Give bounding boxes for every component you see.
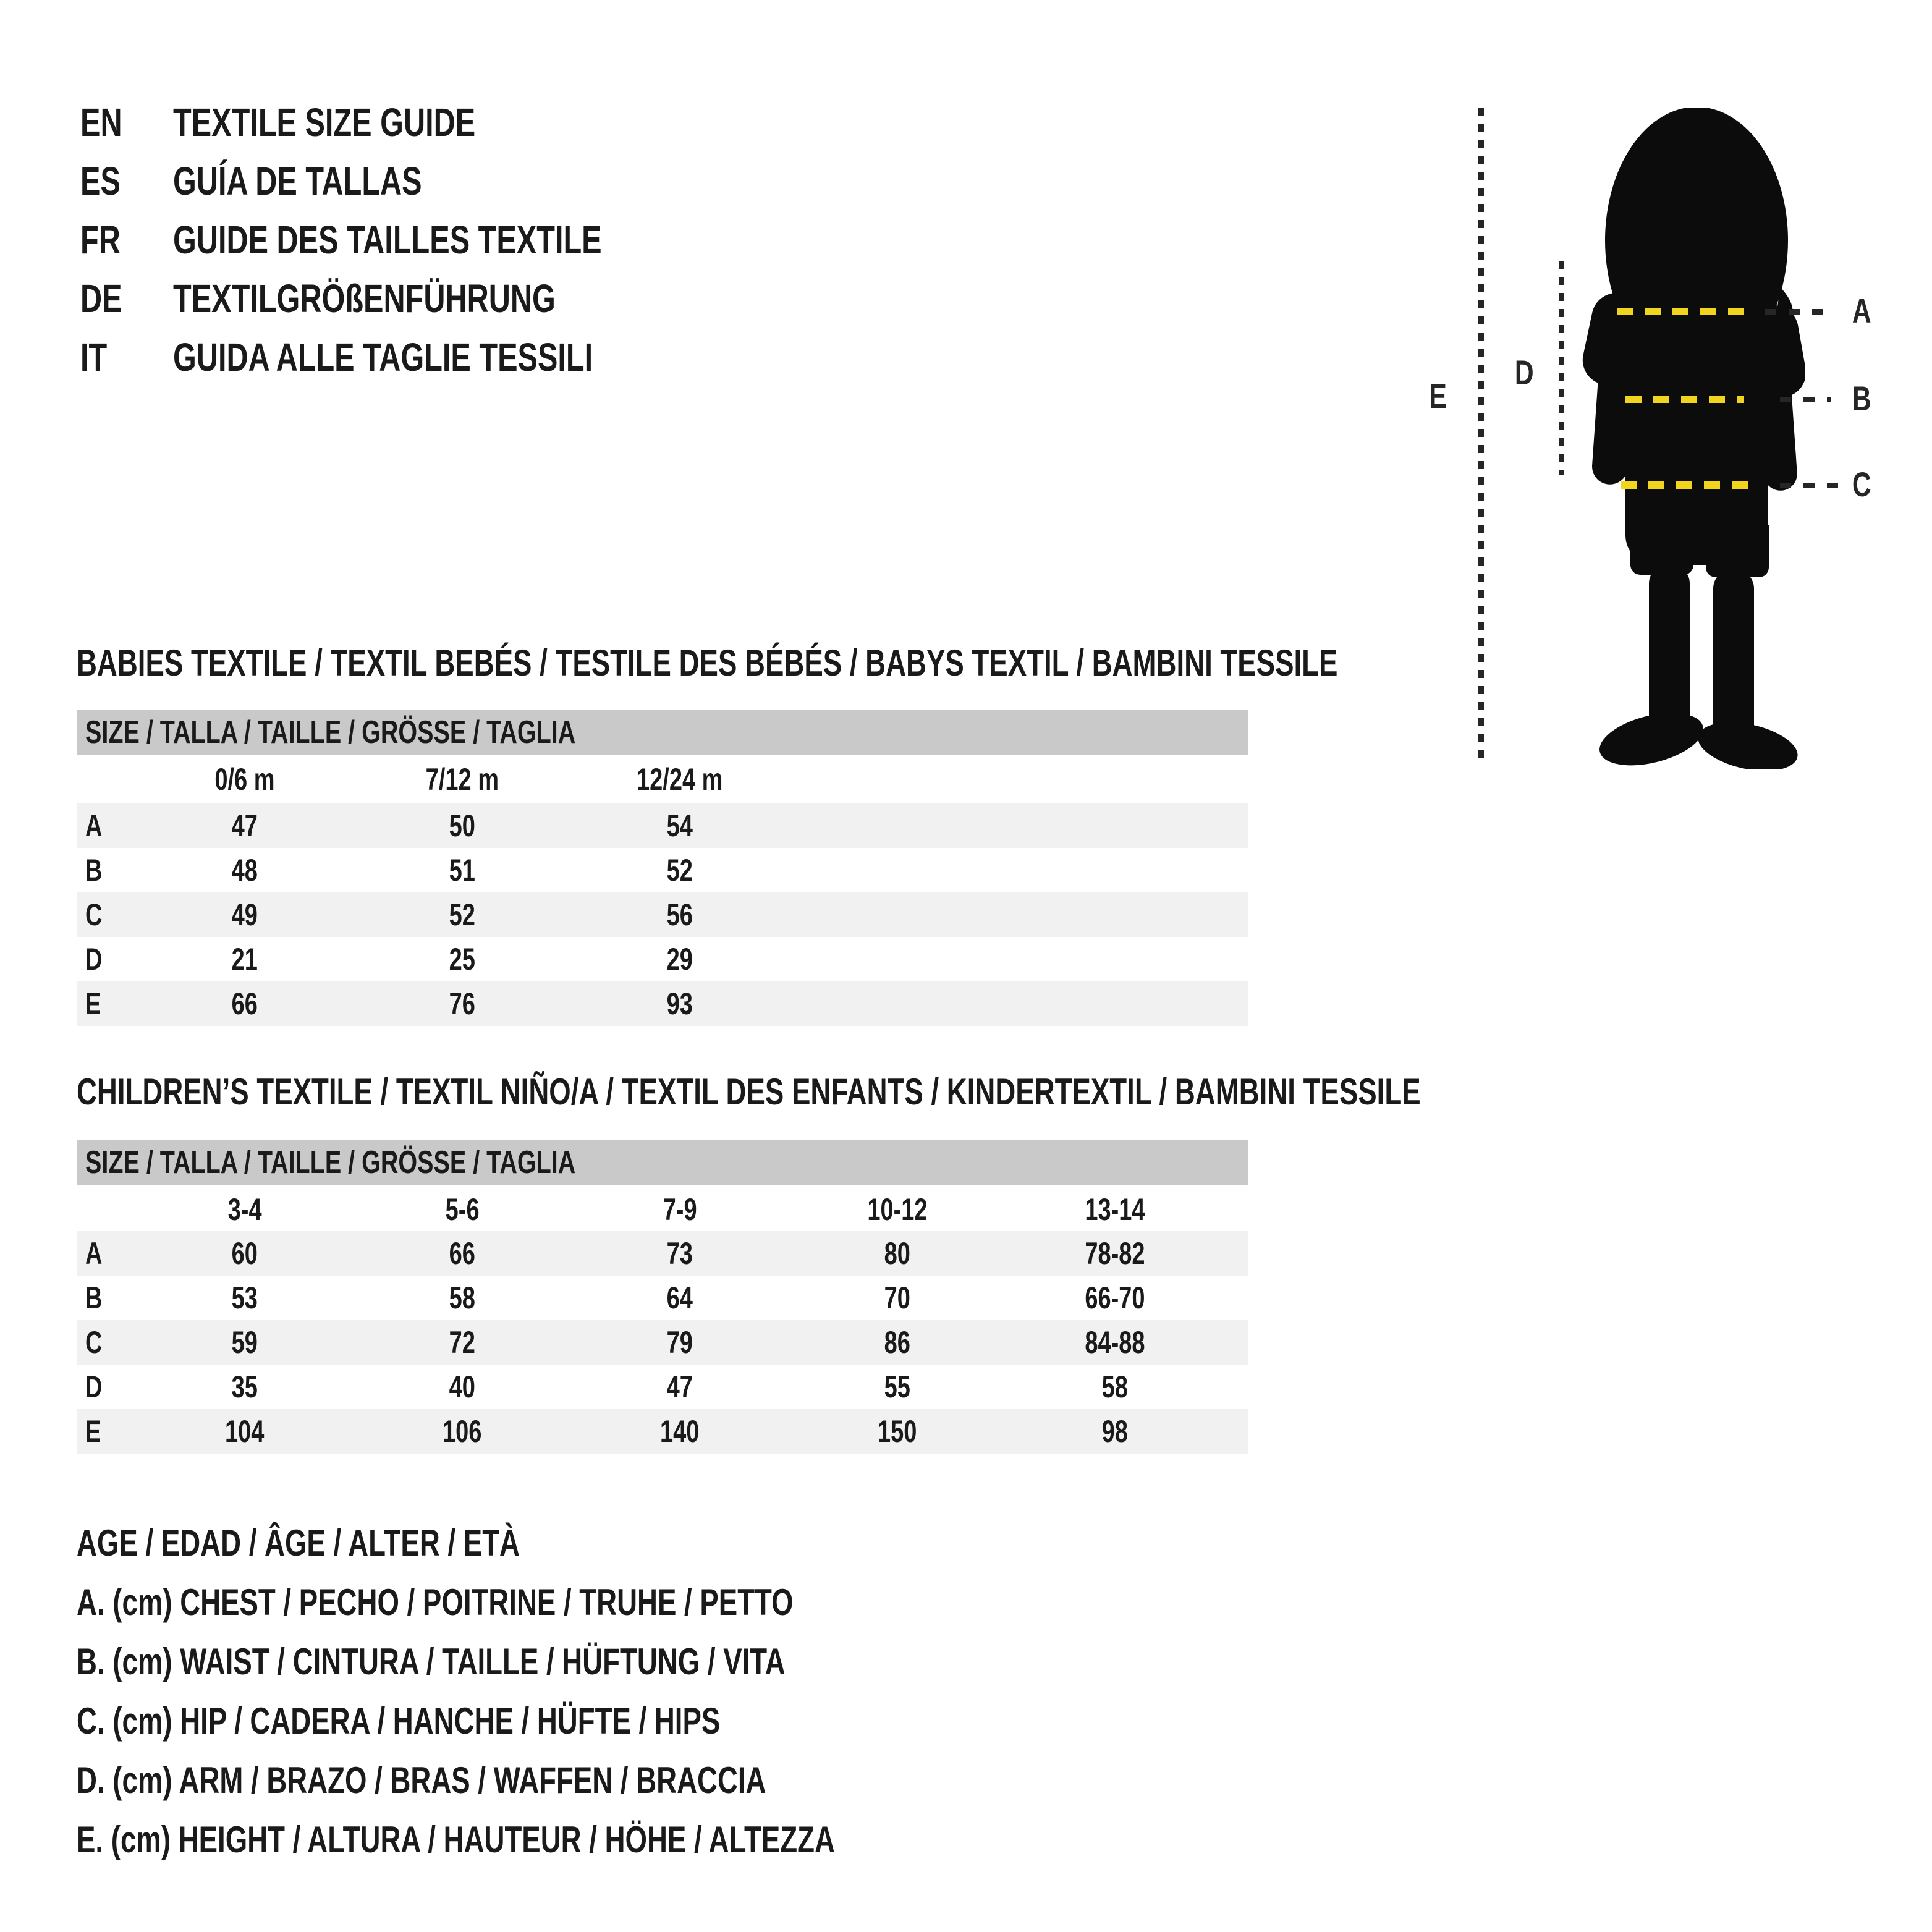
hip-line-yellow-dashes xyxy=(1621,481,1755,489)
column-header xyxy=(136,761,354,797)
table-cell xyxy=(354,986,571,1022)
table-cell-text: 72 xyxy=(449,1325,476,1360)
table-cell xyxy=(136,897,354,933)
table-cell xyxy=(136,852,354,888)
language-title-block xyxy=(80,93,737,386)
table-cell-text: 76 xyxy=(449,986,476,1021)
row-label-text: B xyxy=(85,1281,103,1315)
language-code xyxy=(80,276,173,321)
row-label xyxy=(77,1413,136,1449)
table-cell xyxy=(354,852,571,888)
table-cell-text: 54 xyxy=(666,808,693,843)
row-label xyxy=(77,1235,136,1271)
table-cell-text: 50 xyxy=(449,808,476,843)
table-cell-text: 140 xyxy=(660,1414,700,1449)
table-cell xyxy=(136,1413,354,1449)
table-cell xyxy=(354,1235,571,1271)
table-cell-text: 47 xyxy=(666,1370,693,1404)
table-cell-text: 40 xyxy=(449,1370,476,1404)
table-cell-text: 25 xyxy=(449,942,476,977)
table-cell-text: 52 xyxy=(449,897,476,932)
row-label xyxy=(77,897,136,933)
language-code-text: EN xyxy=(80,100,122,145)
column-header xyxy=(789,1192,1006,1227)
row-label-text: A xyxy=(85,1236,103,1271)
table-cell xyxy=(354,941,571,977)
measure-label-b: B xyxy=(1852,379,1871,418)
row-label-text: A xyxy=(85,808,103,843)
language-code xyxy=(80,100,173,145)
table-cell xyxy=(136,1280,354,1316)
column-header xyxy=(1006,1192,1224,1227)
column-header-text: 0/6 m xyxy=(214,762,275,797)
column-header-text: 7/12 m xyxy=(425,762,499,797)
language-title xyxy=(173,276,676,321)
table-cell xyxy=(789,1324,1006,1360)
table-cell xyxy=(1006,1324,1224,1360)
row-label-text: D xyxy=(85,1370,103,1404)
row-label xyxy=(77,941,136,977)
table-row xyxy=(77,892,1248,937)
table-cell xyxy=(136,986,354,1022)
language-title-text: GUÍA DE TALLAS xyxy=(173,158,422,203)
table-cell xyxy=(789,1369,1006,1405)
table-cell xyxy=(354,1280,571,1316)
table-cell-text: 86 xyxy=(884,1325,911,1360)
table-cell xyxy=(571,897,789,933)
silhouette-shorts-right xyxy=(1706,525,1769,577)
table-cell-text: 66 xyxy=(231,986,258,1021)
legend-line-text: E. (cm) HEIGHT / ALTURA / HAUTEUR / HÖHE / ALTEZZA xyxy=(77,1818,835,1860)
table-cell-text: 58 xyxy=(1101,1370,1129,1404)
table-cell-text: 52 xyxy=(666,853,693,888)
row-label-text: B xyxy=(85,853,103,888)
table-row xyxy=(77,1276,1248,1320)
table-cell xyxy=(789,1235,1006,1271)
table-cell xyxy=(354,808,571,844)
table-cell xyxy=(354,1413,571,1449)
measurement-legend xyxy=(77,1513,1074,1869)
table-cell xyxy=(571,1369,789,1405)
legend-line-text: AGE / EDAD / ÂGE / ALTER / ETÀ xyxy=(77,1522,520,1564)
measure-label-e: E xyxy=(1429,376,1447,415)
legend-line xyxy=(77,1750,1074,1810)
table-cell xyxy=(136,1235,354,1271)
column-header xyxy=(571,1192,789,1227)
table-cell xyxy=(1006,1369,1224,1405)
language-code xyxy=(80,334,173,380)
column-header-text: 3-4 xyxy=(227,1192,262,1227)
language-row xyxy=(80,210,737,269)
row-label-text: C xyxy=(85,897,103,932)
table-cell xyxy=(571,808,789,844)
table-cell-text: 98 xyxy=(1101,1414,1129,1449)
table-cell xyxy=(789,1413,1006,1449)
column-header xyxy=(354,761,571,797)
table-cell-text: 53 xyxy=(231,1281,258,1315)
language-title xyxy=(173,158,501,204)
table-row xyxy=(77,803,1248,848)
table-row xyxy=(77,1231,1248,1276)
table-cell xyxy=(136,1369,354,1405)
legend-line xyxy=(77,1810,1074,1869)
table-cell xyxy=(136,808,354,844)
measure-label-c: C xyxy=(1852,465,1871,504)
language-title xyxy=(173,334,726,380)
arm-measure-dotted-line xyxy=(1559,261,1564,475)
table-cell-text: 80 xyxy=(884,1236,911,1271)
waist-line-dark-dashes xyxy=(1780,397,1831,402)
table-cell-text: 106 xyxy=(443,1414,482,1449)
column-header-text: 13-14 xyxy=(1085,1192,1145,1227)
language-title-text: TEXTILE SIZE GUIDE xyxy=(173,100,476,145)
babies-table-body xyxy=(77,803,1248,1026)
column-header-text: 5-6 xyxy=(445,1192,480,1227)
legend-line-text: A. (cm) CHEST / PECHO / POITRINE / TRUHE / PETTO xyxy=(77,1581,794,1623)
table-cell-text: 66-70 xyxy=(1085,1281,1145,1315)
table-row xyxy=(77,848,1248,892)
legend-line xyxy=(77,1572,1074,1632)
measure-label-a: A xyxy=(1852,291,1871,330)
table-cell-text: 55 xyxy=(884,1370,911,1404)
measure-label-d: D xyxy=(1514,353,1534,392)
table-row xyxy=(77,1409,1248,1454)
table-cell xyxy=(1006,1280,1224,1316)
language-title-text: GUIDA ALLE TAGLIE TESSILI xyxy=(173,334,593,379)
language-title xyxy=(173,217,737,263)
children-table-body xyxy=(77,1231,1248,1454)
row-label xyxy=(77,986,136,1022)
row-label-text: E xyxy=(85,986,101,1021)
language-code-text: ES xyxy=(80,158,121,203)
row-label xyxy=(77,1280,136,1316)
column-header-text: 7-9 xyxy=(663,1192,697,1227)
babies-column-header-row xyxy=(77,755,1248,803)
legend-line xyxy=(77,1691,1074,1750)
column-header xyxy=(571,761,789,797)
table-cell-text: 78-82 xyxy=(1085,1236,1145,1271)
row-label-text: D xyxy=(85,942,103,977)
table-row xyxy=(77,1365,1248,1409)
table-cell-text: 66 xyxy=(449,1236,476,1271)
children-size-header-bar: SIZE / TALLA / TAILLE / GRÖSSE / TAGLIA xyxy=(77,1140,1248,1185)
table-cell-text: 56 xyxy=(666,897,693,932)
table-cell xyxy=(571,1235,789,1271)
language-row xyxy=(80,151,737,210)
language-code-text: DE xyxy=(80,276,122,321)
language-row xyxy=(80,328,737,386)
table-cell xyxy=(571,1280,789,1316)
table-cell-text: 21 xyxy=(231,942,258,977)
row-label xyxy=(77,1369,136,1405)
chest-line-dark-dashes xyxy=(1765,309,1829,315)
row-label xyxy=(77,808,136,844)
table-cell xyxy=(789,1280,1006,1316)
table-row xyxy=(77,937,1248,981)
language-code-text: IT xyxy=(80,334,108,379)
table-cell-text: 73 xyxy=(666,1236,693,1271)
row-label-text: E xyxy=(85,1414,101,1449)
table-cell xyxy=(136,941,354,977)
table-cell xyxy=(136,1324,354,1360)
table-cell xyxy=(571,986,789,1022)
language-row xyxy=(80,93,737,151)
table-cell-text: 70 xyxy=(884,1281,911,1315)
babies-size-header-bar: SIZE / TALLA / TAILLE / GRÖSSE / TAGLIA xyxy=(77,710,1248,755)
row-label-text: C xyxy=(85,1325,103,1360)
table-cell-text: 60 xyxy=(231,1236,258,1271)
table-cell xyxy=(1006,1235,1224,1271)
children-section-heading: CHILDREN’S TEXTILE / TEXTIL NIÑO/A / TEXTIL DES ENFANTS / KINDERTEXTIL / BAMBINI TESSILE xyxy=(77,1071,1421,1112)
table-cell xyxy=(571,1413,789,1449)
column-header xyxy=(354,1192,571,1227)
table-cell-text: 59 xyxy=(231,1325,258,1360)
language-code-text: FR xyxy=(80,217,121,262)
row-label xyxy=(77,852,136,888)
table-cell-text: 49 xyxy=(231,897,258,932)
table-row xyxy=(77,1320,1248,1365)
waist-line-yellow-dashes xyxy=(1625,396,1744,403)
table-cell-text: 93 xyxy=(666,986,693,1021)
table-cell-text: 35 xyxy=(231,1370,258,1404)
table-cell-text: 47 xyxy=(231,808,258,843)
table-cell-text: 48 xyxy=(231,853,258,888)
table-cell xyxy=(354,1324,571,1360)
row-label xyxy=(77,1324,136,1360)
table-cell xyxy=(571,941,789,977)
chest-line-yellow-dashes xyxy=(1617,308,1744,315)
table-cell-text: 104 xyxy=(225,1414,265,1449)
language-code xyxy=(80,158,173,204)
language-code xyxy=(80,217,173,263)
column-header xyxy=(136,1192,354,1227)
table-cell-text: 64 xyxy=(666,1281,693,1315)
table-cell xyxy=(1006,1413,1224,1449)
table-cell-text: 150 xyxy=(878,1414,917,1449)
language-row xyxy=(80,269,737,328)
legend-line-text: B. (cm) WAIST / CINTURA / TAILLE / HÜFTUNG / VITA xyxy=(77,1640,786,1682)
column-header-text: 12/24 m xyxy=(637,762,723,797)
legend-line xyxy=(77,1513,1074,1572)
legend-line-text: D. (cm) ARM / BRAZO / BRAS / WAFFEN / BRACCIA xyxy=(77,1759,766,1801)
language-title-text: TEXTILGRÖßENFÜHRUNG xyxy=(173,276,556,321)
table-cell xyxy=(571,852,789,888)
language-title-text: GUIDE DES TAILLES TEXTILE xyxy=(173,217,602,262)
legend-line xyxy=(77,1632,1074,1691)
children-column-header-row xyxy=(77,1185,1248,1234)
table-cell-text: 51 xyxy=(449,853,476,888)
table-cell xyxy=(354,897,571,933)
language-title xyxy=(173,100,571,145)
table-row xyxy=(77,981,1248,1026)
babies-section-heading: BABIES TEXTILE / TEXTIL BEBÉS / TESTILE DES BÉBÉS / BABYS TEXTIL / BAMBINI TESSILE xyxy=(77,642,1338,684)
table-cell-text: 58 xyxy=(449,1281,476,1315)
table-cell xyxy=(354,1369,571,1405)
hip-line-dark-dashes xyxy=(1780,483,1839,488)
table-cell-text: 84-88 xyxy=(1085,1325,1145,1360)
column-header-text: 10-12 xyxy=(867,1192,928,1227)
table-cell-text: 79 xyxy=(666,1325,693,1360)
legend-line-text: C. (cm) HIP / CADERA / HANCHE / HÜFTE / HIPS xyxy=(77,1700,721,1742)
table-cell xyxy=(571,1324,789,1360)
table-cell-text: 29 xyxy=(666,942,693,977)
